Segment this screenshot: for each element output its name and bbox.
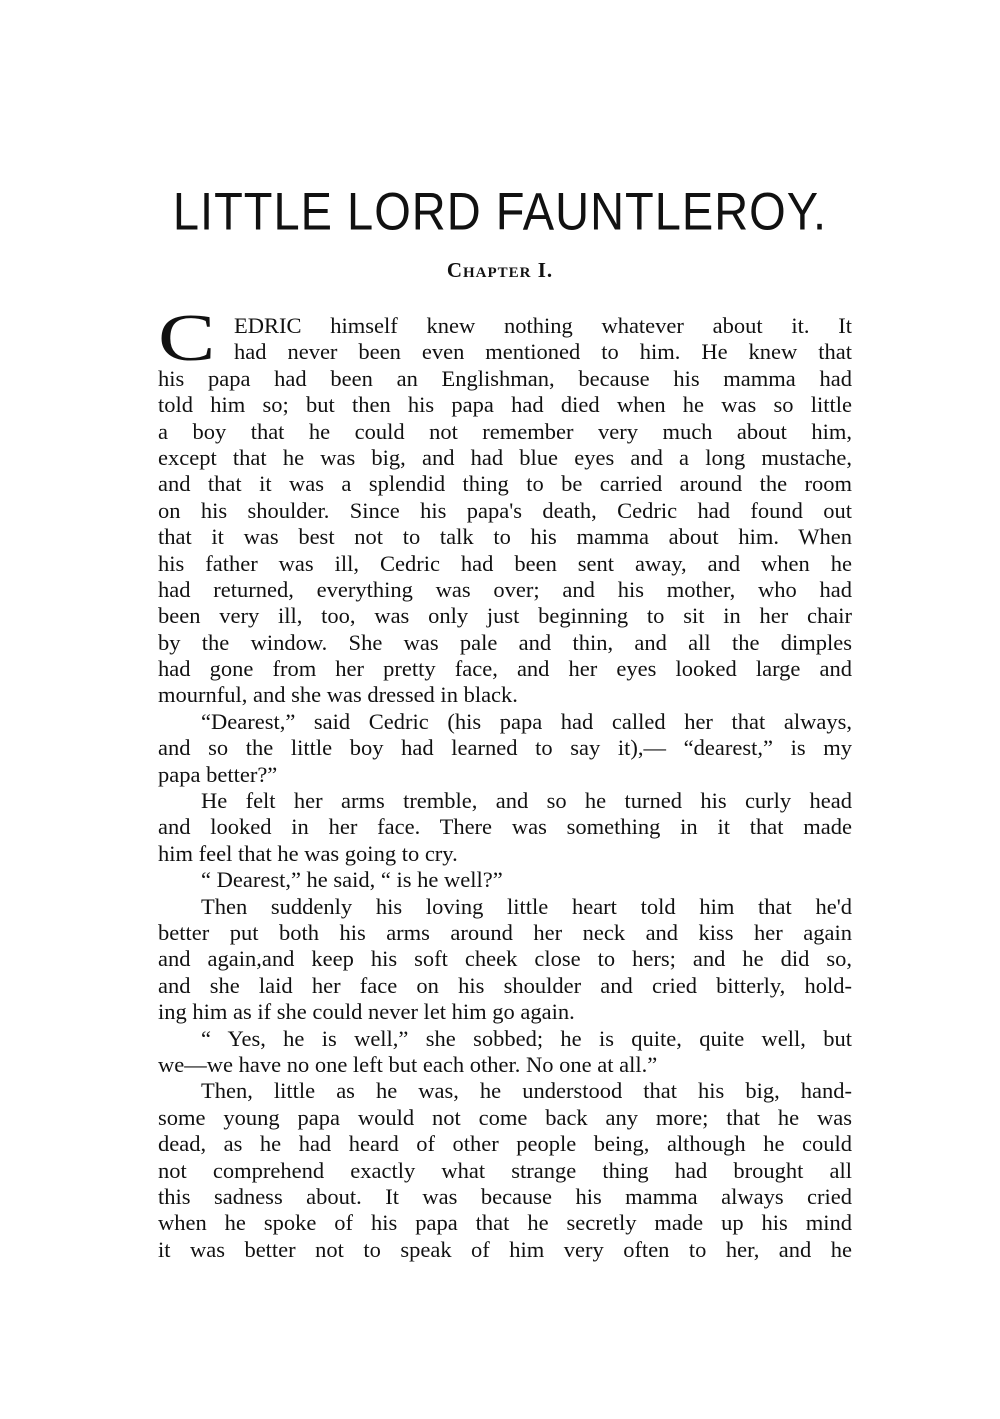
text-line: a boy that he could not remember very much about him, — [158, 418, 852, 444]
text-line: He felt her arms tremble, and so he turned his curly head — [201, 788, 852, 814]
text-line: on his shoulder. Since his papa's death, Cedric had found out — [158, 497, 852, 523]
text-line: his papa had been an Englishman, because his mamma had — [158, 365, 852, 391]
text-line: EDRIC himself knew nothing whatever about it. It — [234, 313, 852, 338]
text-line: dead, as he had heard of other people being, although he could — [158, 1131, 852, 1157]
text-line: his father was ill, Cedric had been sent away, and when he — [158, 550, 852, 576]
text-line: and so the little boy had learned to say it),— “dearest,” is my — [158, 735, 852, 761]
text-line: this sadness about. It was because his mamma always cried — [158, 1183, 852, 1209]
text-line: Then suddenly his loving little heart told him that he'd — [201, 893, 852, 919]
text-line: better put both his arms around her neck and kiss her again — [158, 919, 852, 945]
text-line: had returned, everything was over; and his mother, who had — [158, 576, 852, 602]
drop-cap: C — [158, 300, 216, 375]
text-line: and looked in her face. There was something in it that made — [158, 814, 852, 840]
text-line: had gone from her pretty face, and her eyes looked large and — [158, 656, 852, 682]
text-line: “Dearest,” said Cedric (his papa had called her that always, — [201, 708, 852, 734]
text-line: him feel that he was going to cry. — [158, 840, 458, 866]
text-line: and again,and keep his soft cheek close to hers; and he did so, — [158, 946, 852, 972]
text-line: some young papa would not come back any more; that he was — [158, 1104, 852, 1130]
text-line: not comprehend exactly what strange thing had brought all — [158, 1157, 852, 1183]
text-line: told him so; but then his papa had died when he was so little — [158, 392, 852, 418]
text-line: “ Dearest,” he said, “ is he well?” — [201, 867, 503, 893]
text-line: by the window. She was pale and thin, and all the dimples — [158, 629, 852, 655]
text-line: except that he was big, and had blue eyes and a long mustache, — [158, 444, 852, 470]
text-line: had never been even mentioned to him. He knew that — [234, 339, 852, 365]
text-line: and that it was a splendid thing to be carried around the room — [158, 471, 852, 497]
text-line: “ Yes, he is well,” she sobbed; he is quite, quite well, but — [201, 1025, 852, 1051]
text-line: when he spoke of his papa that he secretly made up his mind — [158, 1210, 852, 1236]
text-line: ing him as if she could never let him go again. — [158, 999, 575, 1025]
text-line: mournful, and she was dressed in black. — [158, 682, 518, 708]
text-line: and she laid her face on his shoulder and cried bitterly, hold- — [158, 972, 852, 998]
chapter-body — [158, 313, 852, 1263]
text-line: we—we have no one left but each other. No one at all.” — [158, 1051, 658, 1077]
chapter-heading: Chapter I. — [446, 258, 554, 282]
text-line: Then, little as he was, he understood that his big, hand- — [201, 1078, 852, 1104]
text-line: papa better?” — [158, 761, 278, 787]
book-title: LITTLE LORD FAUNTLEROY. — [172, 181, 828, 241]
text-line: that it was best not to talk to his mamma about him. When — [158, 524, 852, 550]
text-line: it was better not to speak of him very often to her, and he — [158, 1236, 852, 1262]
text-line: been very ill, too, was only just beginning to sit in her chair — [158, 603, 852, 629]
